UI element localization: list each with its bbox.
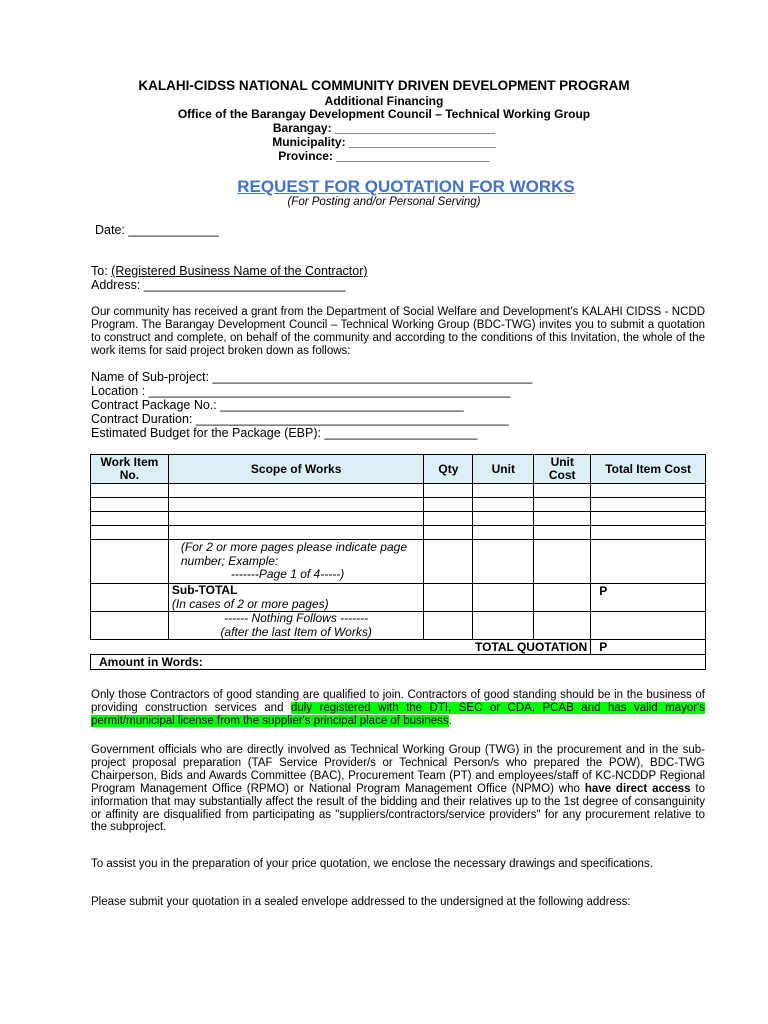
subtotal-row	[91, 584, 706, 612]
subproject-field: Name of Sub-project: ______________________________________________	[91, 370, 533, 384]
contractor-name-placeholder: (Registered Business Name of the Contractor)	[111, 264, 368, 278]
amount-in-words-row	[91, 655, 706, 670]
works-table	[90, 454, 706, 670]
municipality-line: Municipality: ______________________	[272, 135, 496, 149]
program-title: KALAHI-CIDSS NATIONAL COMMUNITY DRIVEN DEVELOPMENT PROGRAM	[138, 78, 630, 93]
duration-field: Contract Duration: _____________________________________________	[91, 412, 509, 426]
table-row	[91, 512, 706, 526]
office-line: Office of the Barangay Development Council – Technical Working Group	[177, 107, 591, 121]
table-header-row	[91, 455, 706, 484]
subtotal-cell: Sub-TOTAL (In cases of 2 or more pages)	[168, 584, 424, 612]
col-work-item-no: Work Item No.	[91, 455, 169, 484]
officials-paragraph: Government officials who are directly involved as Technical Working Group (TWG) in the procurement and in the sub-project proposal preparation (TAF Service Provider/s or Technical Person/s who prepared the POW), BDC-TWG Chairperson, Bids and Awards Committee (BAC), Procurement Team (PT) and employees/staff of KC-NCDDP Regional Program Management Office (RPMO) or National Program Management Office (NPMO) who have direct access to information that may substantially affect the result of the bidding and their relatives up to the 1st degree of consanguinity or affinity are disqualified from participating as "suppliers/contractors/service providers" for any procurement relative to the subproject.	[91, 744, 706, 834]
barangay-line: Barangay: ________________________	[272, 121, 496, 135]
total-quotation-label: TOTAL QUOTATION	[91, 640, 591, 655]
total-quotation-row	[91, 640, 706, 655]
subtotal-currency: P	[591, 584, 706, 612]
col-scope-of-works: Scope of Works	[168, 455, 424, 484]
date-line: Date: _____________	[95, 223, 219, 237]
to-prefix: To:	[91, 264, 112, 278]
table-row	[91, 484, 706, 498]
page-number-note: (For 2 or more pages please indicate page number; Example: -------Page 1 of 4-----)	[168, 540, 424, 584]
col-qty: Qty	[424, 455, 473, 484]
table-row	[91, 540, 706, 584]
province-line: Province: _______________________	[278, 149, 490, 163]
assist-paragraph: To assist you in the preparation of your price quotation, we enclose the necessary drawings and specifications.	[91, 858, 653, 870]
location-field: Location : ____________________________________________________	[91, 384, 511, 398]
intro-paragraph: Our community has received a grant from the Department of Social Welfare and Development's KALAHI CIDSS - NCDD Program. The Barangay Development Council – Technical Working Group (BDC-TWG) invites you to submit a quotation to construct and complete, on behalf of the community and according to the conditions of this Invitation, the whole of the work items for said project broken down as follows:	[91, 306, 705, 357]
document-subtitle: (For Posting and/or Personal Serving)	[287, 196, 481, 208]
to-line	[91, 264, 368, 278]
direct-access-emphasis: have direct access	[584, 782, 691, 795]
table-row	[91, 526, 706, 540]
contractors-paragraph: Only those Contractors of good standing are qualified to join. Contractors of good standing should be in the business of providing construction services and duly registered with the DTI, SEC or CDA, PCAB and has valid mayor's permit/municipal license from the supplier's principal place of business.	[91, 689, 705, 727]
registration-highlight: duly registered with the DTI, SEC or CDA, PCAB and has valid mayor's permit/municipal license from the supplier's principal place of business	[91, 701, 705, 727]
total-currency: P	[591, 640, 706, 655]
submit-paragraph: Please submit your quotation in a sealed envelope addressed to the undersigned at the following address:	[91, 896, 631, 908]
address-line: Address: _____________________________	[91, 278, 346, 292]
table-row	[91, 498, 706, 512]
financing-line: Additional Financing	[324, 94, 444, 108]
col-unit-cost: Unit Cost	[534, 455, 591, 484]
budget-field: Estimated Budget for the Package (EBP): ______________________	[91, 426, 478, 440]
package-field: Contract Package No.: ___________________________________	[91, 398, 464, 412]
col-unit: Unit	[473, 455, 534, 484]
document-title: REQUEST FOR QUOTATION FOR WORKS	[237, 177, 575, 196]
nothing-follows-cell: ------ Nothing Follows ------- (after the last Item of Works)	[168, 612, 424, 640]
amount-in-words-label: Amount in Words:	[91, 655, 706, 670]
nothing-follows-row	[91, 612, 706, 640]
col-total-item-cost: Total Item Cost	[591, 455, 706, 484]
